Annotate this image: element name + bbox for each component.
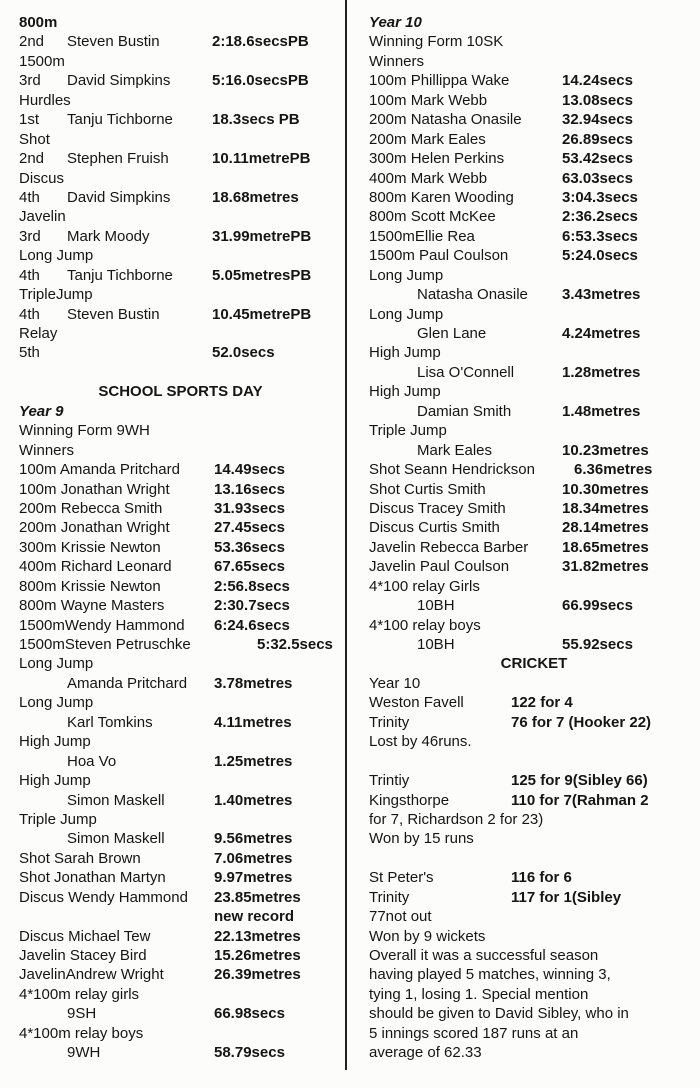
line-text: Shot bbox=[19, 130, 50, 148]
text-line bbox=[19, 616, 342, 635]
text-line bbox=[19, 965, 342, 984]
place: 4th bbox=[19, 188, 40, 206]
result: 67.65secs bbox=[214, 558, 285, 576]
text-line bbox=[369, 771, 699, 790]
column-divider bbox=[345, 0, 347, 1070]
line-text: Javelin bbox=[19, 208, 66, 226]
text-line bbox=[19, 518, 342, 537]
text-line bbox=[19, 246, 342, 265]
text-line bbox=[369, 888, 699, 907]
result: 66.98secs bbox=[214, 1005, 285, 1023]
text-line bbox=[369, 110, 699, 129]
text-line bbox=[369, 32, 699, 51]
text-line bbox=[369, 810, 699, 829]
text-line bbox=[19, 13, 342, 32]
text-line bbox=[19, 946, 342, 965]
text-line bbox=[369, 791, 699, 810]
section-title: CRICKET bbox=[500, 655, 568, 673]
athlete-name: Tanju Tichborne bbox=[67, 266, 173, 284]
text-line bbox=[369, 849, 699, 868]
event-winner: 9WH bbox=[67, 1044, 101, 1062]
text-line bbox=[19, 732, 342, 751]
text-line bbox=[369, 946, 699, 965]
text-line bbox=[369, 557, 699, 576]
line-text: tying 1, losing 1. Special mention bbox=[369, 985, 589, 1003]
line-text: Won by 15 runs bbox=[369, 830, 474, 848]
event-winner: 100m Jonathan Wright bbox=[19, 480, 170, 498]
section-heading: Year 10 bbox=[369, 14, 422, 31]
place: 2nd bbox=[19, 150, 45, 168]
result: 53.36secs bbox=[214, 538, 285, 556]
result: 63.03secs bbox=[562, 169, 633, 187]
text-line bbox=[19, 1043, 342, 1062]
event-winner: 800m Karen Wooding bbox=[369, 188, 514, 206]
line-text: Won by 9 wickets bbox=[369, 927, 486, 945]
event-winner: 300m Helen Perkins bbox=[369, 150, 505, 168]
result: 13.16secs bbox=[214, 480, 285, 498]
event-winner: 1500mEllie Rea bbox=[369, 227, 475, 245]
event-winner: Glen Lane bbox=[417, 325, 487, 342]
event-winner: Javelin Paul Coulson bbox=[369, 558, 510, 576]
result: 31.82metres bbox=[562, 558, 649, 576]
text-line bbox=[19, 829, 342, 848]
result: 1.28metres bbox=[562, 363, 641, 381]
score: 110 for 7(Rahman 2 bbox=[511, 791, 649, 809]
text-line bbox=[369, 654, 699, 673]
place: 4th bbox=[19, 266, 40, 284]
text-line bbox=[369, 305, 699, 324]
place: 3rd bbox=[19, 227, 41, 245]
event-winner: Javelin Rebecca Barber bbox=[369, 538, 529, 556]
text-line bbox=[369, 382, 699, 401]
text-line bbox=[19, 149, 342, 168]
athlete-name: David Simpkins bbox=[67, 72, 171, 90]
line-text: 800m bbox=[19, 14, 58, 31]
result: 55.92secs bbox=[562, 636, 633, 653]
event-winner: Shot Seann Hendrickson bbox=[369, 461, 535, 479]
line-text: Lost by 46runs. bbox=[369, 733, 472, 751]
text-line bbox=[369, 985, 699, 1004]
line-text: Year 10 bbox=[369, 674, 421, 692]
event-winner: 800m Scott McKee bbox=[369, 208, 496, 226]
text-line bbox=[19, 266, 342, 285]
result: 5:24.0secs bbox=[562, 247, 638, 265]
text-line bbox=[19, 538, 342, 557]
text-line bbox=[369, 693, 699, 712]
event-winner: Amanda Pritchard bbox=[67, 674, 188, 692]
event-winner: JavelinAndrew Wright bbox=[19, 966, 164, 984]
team: Weston Favell bbox=[369, 694, 464, 712]
result: 10.30metres bbox=[562, 480, 649, 498]
text-line bbox=[369, 1043, 699, 1062]
text-line bbox=[369, 402, 699, 421]
score: 116 for 6 bbox=[511, 869, 572, 887]
result: 53.42secs bbox=[562, 150, 633, 168]
athlete-name: Stephen Fruish bbox=[67, 150, 169, 168]
place: 5th bbox=[19, 344, 40, 362]
event-winner: 200m Rebecca Smith bbox=[19, 499, 163, 517]
score: 76 for 7 (Hooker 22) bbox=[511, 713, 652, 731]
text-line bbox=[369, 927, 699, 946]
text-line bbox=[19, 91, 342, 110]
result: 10.23metres bbox=[562, 441, 649, 459]
line-text: 1500m bbox=[19, 52, 65, 70]
line-text: Discus bbox=[19, 169, 65, 187]
result: 3:04.3secs bbox=[562, 188, 638, 206]
line-text: 5 innings scored 187 runs at an bbox=[369, 1024, 579, 1042]
event-winner: 800m Wayne Masters bbox=[19, 597, 165, 615]
line-text: having played 5 matches, winning 3, bbox=[369, 966, 611, 984]
score: 117 for 1(Sibley bbox=[511, 888, 622, 906]
text-line bbox=[19, 693, 342, 712]
text-line bbox=[19, 480, 342, 499]
result: 31.93secs bbox=[214, 499, 285, 517]
text-line bbox=[369, 246, 699, 265]
result: 2:56.8secs bbox=[214, 577, 290, 595]
text-line bbox=[19, 402, 342, 421]
result: new record bbox=[214, 908, 295, 926]
section-title: SCHOOL SPORTS DAY bbox=[98, 383, 263, 401]
result: 3.78metres bbox=[214, 674, 293, 692]
text-line bbox=[369, 674, 699, 693]
result: 5:32.5secs bbox=[257, 636, 333, 653]
text-line bbox=[369, 868, 699, 887]
result: 10.11metrePB bbox=[212, 150, 311, 168]
event-winner: Simon Maskell bbox=[67, 791, 165, 809]
line-text: should be given to David Sibley, who in bbox=[369, 1005, 629, 1023]
line-text: TripleJump bbox=[19, 286, 93, 304]
athlete-name: Mark Moody bbox=[67, 227, 150, 245]
line-text: Relay bbox=[19, 325, 58, 342]
result: 27.45secs bbox=[214, 519, 285, 537]
line-text: for 7, Richardson 2 for 23) bbox=[369, 810, 544, 828]
line-text: 4*100m relay boys bbox=[19, 1024, 144, 1042]
text-line bbox=[19, 713, 342, 732]
text-line bbox=[369, 266, 699, 285]
event-winner: Damian Smith bbox=[417, 402, 512, 420]
line-text: 4*100m relay girls bbox=[19, 985, 140, 1003]
line-text: 4*100 relay Girls bbox=[369, 577, 480, 595]
text-line bbox=[19, 577, 342, 596]
text-line bbox=[19, 596, 342, 615]
result: 6.36metres bbox=[574, 461, 653, 479]
text-line bbox=[369, 227, 699, 246]
text-line bbox=[369, 421, 699, 440]
line-text: Long Jump bbox=[19, 247, 94, 265]
event-winner: 1500mSteven Petruschke bbox=[19, 636, 191, 653]
event-winner: 800m Krissie Newton bbox=[19, 577, 161, 595]
text-line bbox=[369, 480, 699, 499]
text-line bbox=[19, 907, 342, 926]
text-line bbox=[19, 654, 342, 673]
result: 2:30.7secs bbox=[214, 597, 290, 615]
text-line bbox=[369, 13, 699, 32]
event-winner: Javelin Stacey Bird bbox=[19, 947, 147, 964]
result: 4.11metres bbox=[214, 713, 292, 731]
result: 4.24metres bbox=[562, 325, 641, 342]
event-winner: 100m Phillippa Wake bbox=[369, 72, 510, 90]
event-winner: Discus Michael Tew bbox=[19, 927, 151, 945]
result: 23.85metres bbox=[214, 888, 301, 906]
text-line bbox=[369, 635, 699, 654]
event-winner: Discus Wendy Hammond bbox=[19, 888, 188, 906]
line-text: Long Jump bbox=[369, 305, 444, 323]
text-line bbox=[19, 791, 342, 810]
text-line bbox=[19, 71, 342, 90]
result: 22.13metres bbox=[214, 927, 301, 945]
text-line bbox=[19, 557, 342, 576]
text-line bbox=[19, 207, 342, 226]
text-line bbox=[369, 732, 699, 751]
text-line bbox=[19, 499, 342, 518]
result: 13.08secs bbox=[562, 91, 633, 109]
result: 1.48metres bbox=[562, 402, 641, 420]
place: 3rd bbox=[19, 72, 41, 90]
text-line bbox=[369, 441, 699, 460]
text-line bbox=[19, 810, 342, 829]
text-line bbox=[19, 130, 342, 149]
result: 18.3secs PB bbox=[212, 111, 300, 129]
text-line bbox=[19, 110, 342, 129]
text-line bbox=[19, 169, 342, 188]
event-winner: 200m Mark Eales bbox=[369, 130, 486, 148]
text-line bbox=[19, 1024, 342, 1043]
team: Trinity bbox=[369, 888, 410, 906]
event-winner: 200m Jonathan Wright bbox=[19, 519, 170, 537]
text-line bbox=[369, 149, 699, 168]
text-line bbox=[19, 752, 342, 771]
text-line bbox=[19, 227, 342, 246]
text-line bbox=[369, 343, 699, 362]
text-line bbox=[19, 674, 342, 693]
text-line bbox=[369, 713, 699, 732]
event-winner: Shot Curtis Smith bbox=[369, 480, 486, 498]
event-winner: 1500m Paul Coulson bbox=[369, 247, 509, 265]
result: 26.89secs bbox=[562, 130, 633, 148]
text-line bbox=[19, 927, 342, 946]
text-line bbox=[19, 771, 342, 790]
line-text: Triple Jump bbox=[369, 422, 447, 440]
line-text: Winning Form 10SK bbox=[369, 33, 504, 51]
result: 31.99metrePB bbox=[212, 227, 312, 245]
result: 9.97metres bbox=[214, 869, 293, 887]
event-winner: 200m Natasha Onasile bbox=[369, 111, 522, 129]
text-line bbox=[369, 907, 699, 926]
text-line bbox=[19, 985, 342, 1004]
line-text: 77not out bbox=[369, 908, 432, 926]
athlete-name: Tanju Tichborne bbox=[67, 111, 173, 129]
result: 52.0secs bbox=[212, 344, 275, 362]
text-line bbox=[369, 71, 699, 90]
result: 7.06metres bbox=[214, 849, 293, 867]
text-line bbox=[19, 363, 342, 382]
result: 15.26metres bbox=[214, 947, 301, 964]
place: 2nd bbox=[19, 33, 45, 51]
result: 32.94secs bbox=[562, 111, 633, 129]
right-column bbox=[369, 13, 699, 1063]
result: 18.68metres bbox=[212, 188, 299, 206]
text-line bbox=[19, 635, 342, 654]
text-line bbox=[369, 324, 699, 343]
line-text: High Jump bbox=[19, 772, 91, 790]
event-winner: Simon Maskell bbox=[67, 830, 165, 848]
event-winner: Discus Tracey Smith bbox=[369, 499, 506, 517]
text-line bbox=[19, 52, 342, 71]
result: 26.39metres bbox=[214, 966, 301, 984]
line-text: Winning Form 9WH bbox=[19, 422, 150, 440]
line-text: Winners bbox=[19, 441, 75, 459]
line-text: average of 62.33 bbox=[369, 1044, 482, 1062]
line-text: High Jump bbox=[369, 383, 441, 401]
team: Kingsthorpe bbox=[369, 791, 450, 809]
left-column bbox=[19, 13, 342, 1063]
line-text: High Jump bbox=[369, 344, 441, 362]
text-line bbox=[369, 596, 699, 615]
text-line bbox=[369, 169, 699, 188]
text-line bbox=[19, 849, 342, 868]
text-line bbox=[369, 285, 699, 304]
text-line bbox=[369, 829, 699, 848]
text-line bbox=[369, 752, 699, 771]
team: Trintiy bbox=[369, 772, 410, 790]
event-winner: Lisa O'Connell bbox=[417, 363, 515, 381]
line-text: Winners bbox=[369, 52, 425, 70]
line-text: Long Jump bbox=[19, 694, 94, 712]
result: 2:18.6secsPB bbox=[212, 33, 309, 51]
event-winner: 400m Richard Leonard bbox=[19, 558, 172, 576]
text-line bbox=[19, 1004, 342, 1023]
result: 14.24secs bbox=[562, 72, 633, 90]
text-line bbox=[369, 499, 699, 518]
result: 58.79secs bbox=[214, 1044, 285, 1062]
result: 28.14metres bbox=[562, 519, 649, 537]
event-winner: Shot Sarah Brown bbox=[19, 849, 141, 867]
text-line bbox=[369, 518, 699, 537]
line-text: Hurdles bbox=[19, 91, 71, 109]
event-winner: Hoa Vo bbox=[67, 752, 117, 770]
event-winner: 9SH bbox=[67, 1005, 97, 1023]
result: 9.56metres bbox=[214, 830, 293, 848]
team: Trinity bbox=[369, 713, 410, 731]
result: 1.40metres bbox=[214, 791, 293, 809]
result: 1.25metres bbox=[214, 752, 293, 770]
section-heading: Year 9 bbox=[19, 402, 64, 420]
text-line bbox=[369, 363, 699, 382]
event-winner: 100m Mark Webb bbox=[369, 91, 488, 109]
text-line bbox=[19, 285, 342, 304]
result: 18.65metres bbox=[562, 538, 649, 556]
text-line bbox=[369, 188, 699, 207]
text-line bbox=[369, 577, 699, 596]
event-winner: Discus Curtis Smith bbox=[369, 519, 500, 537]
text-line bbox=[19, 888, 342, 907]
result: 18.34metres bbox=[562, 499, 649, 517]
text-line bbox=[369, 91, 699, 110]
text-line bbox=[19, 868, 342, 887]
text-line bbox=[369, 538, 699, 557]
text-line bbox=[369, 616, 699, 635]
event-winner: 1500mWendy Hammond bbox=[19, 616, 185, 634]
text-line bbox=[369, 52, 699, 71]
text-line bbox=[19, 441, 342, 460]
line-text: Long Jump bbox=[369, 266, 444, 284]
result: 5.05metresPB bbox=[212, 266, 312, 284]
result: 5:16.0secsPB bbox=[212, 72, 309, 90]
text-line bbox=[19, 460, 342, 479]
athlete-name: Steven Bustin bbox=[67, 305, 160, 323]
event-winner: 10BH bbox=[417, 636, 455, 653]
place: 1st bbox=[19, 111, 40, 129]
text-line bbox=[369, 460, 699, 479]
text-line bbox=[19, 305, 342, 324]
result: 3.43metres bbox=[562, 286, 641, 304]
text-line bbox=[19, 32, 342, 51]
result: 14.49secs bbox=[214, 461, 285, 479]
result: 10.45metrePB bbox=[212, 305, 312, 323]
text-line bbox=[19, 324, 342, 343]
text-line bbox=[369, 207, 699, 226]
text-line bbox=[19, 343, 342, 362]
event-winner: 300m Krissie Newton bbox=[19, 538, 161, 556]
text-line bbox=[19, 188, 342, 207]
line-text: 4*100 relay boys bbox=[369, 616, 481, 634]
event-winner: 100m Amanda Pritchard bbox=[19, 461, 180, 479]
event-winner: 10BH bbox=[417, 597, 455, 615]
line-text: Overall it was a successful season bbox=[369, 947, 599, 964]
athlete-name: Steven Bustin bbox=[67, 33, 160, 51]
result: 2:36.2secs bbox=[562, 208, 638, 226]
result: 6:53.3secs bbox=[562, 227, 638, 245]
score: 122 for 4 bbox=[511, 694, 573, 712]
text-line bbox=[19, 421, 342, 440]
team: St Peter's bbox=[369, 869, 434, 887]
text-line bbox=[369, 965, 699, 984]
result: 6:24.6secs bbox=[214, 616, 290, 634]
event-winner: 400m Mark Webb bbox=[369, 169, 488, 187]
event-winner: Natasha Onasile bbox=[417, 286, 528, 304]
result: 66.99secs bbox=[562, 597, 633, 615]
event-winner: Shot Jonathan Martyn bbox=[19, 869, 166, 887]
line-text: Long Jump bbox=[19, 655, 94, 673]
event-winner: Karl Tomkins bbox=[67, 713, 153, 731]
text-line bbox=[369, 1024, 699, 1043]
line-text: Triple Jump bbox=[19, 810, 97, 828]
text-line bbox=[369, 130, 699, 149]
athlete-name: David Simpkins bbox=[67, 188, 171, 206]
text-line bbox=[369, 1004, 699, 1023]
score: 125 for 9(Sibley 66) bbox=[511, 772, 648, 790]
event-winner: Mark Eales bbox=[417, 441, 493, 459]
place: 4th bbox=[19, 305, 40, 323]
line-text: High Jump bbox=[19, 733, 91, 751]
text-line bbox=[19, 382, 342, 401]
